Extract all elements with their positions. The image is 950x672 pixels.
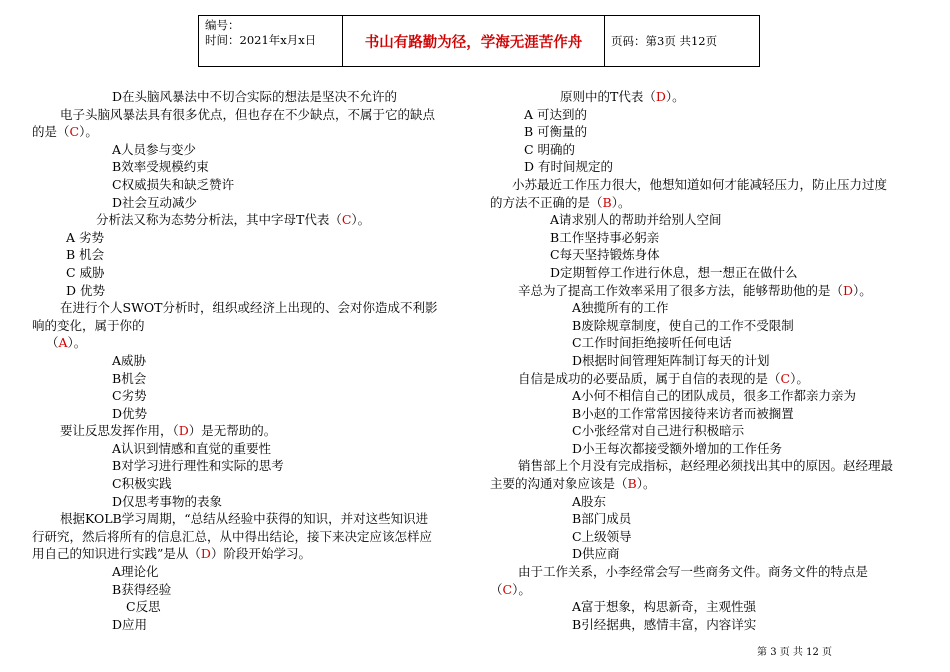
answer-option xyxy=(572,299,920,317)
answer-option xyxy=(112,563,470,581)
text-segment: ）阶段开始学习。 xyxy=(210,546,311,562)
option-text: 每天坚持锻炼身体 xyxy=(559,247,660,263)
header-page-info: 页码：第3页 共12页 xyxy=(611,34,718,48)
option-letter: D xyxy=(550,264,561,280)
option-letter: B xyxy=(572,511,582,527)
text-line xyxy=(66,282,470,300)
option-text: 劣势 xyxy=(121,388,147,404)
text-line xyxy=(524,158,920,176)
text-segment: C 威胁 xyxy=(66,264,105,280)
text-segment: ）是无帮助的。 xyxy=(188,423,277,439)
answer-option xyxy=(550,229,920,247)
answer-key: D xyxy=(843,282,854,298)
option-text: 股东 xyxy=(581,493,607,509)
answer-option xyxy=(112,158,470,176)
text-line xyxy=(524,106,920,124)
option-letter: B xyxy=(112,370,122,386)
text-segment: 小苏最近工作压力很大，他想知道如何才能减轻压力，防止压力过度 xyxy=(512,176,888,192)
option-letter: A xyxy=(572,493,582,509)
option-text: 富于想象，构思新奇，主观性强 xyxy=(581,599,757,615)
answer-option xyxy=(572,317,920,335)
answer-option xyxy=(572,545,920,563)
answer-option xyxy=(550,264,920,282)
text-line xyxy=(32,317,470,335)
option-text: 部门成员 xyxy=(581,511,632,527)
option-text: 应用 xyxy=(122,616,148,632)
option-letter: C xyxy=(550,247,560,263)
text-segment: 电子头脑风暴法具有很多优点，但也存在不少缺点，不属于它的缺点 xyxy=(60,106,436,122)
text-segment: 的是（ xyxy=(32,124,70,140)
answer-option xyxy=(112,616,470,634)
text-segment: ）。 xyxy=(853,282,872,298)
text-segment: ）。 xyxy=(67,335,87,351)
text-line xyxy=(46,334,470,352)
text-segment: ）。 xyxy=(611,194,631,210)
text-segment: （ xyxy=(46,335,59,351)
answer-option xyxy=(112,440,470,458)
answer-option xyxy=(112,370,470,388)
answer-option xyxy=(572,387,920,405)
answer-key: C xyxy=(341,212,352,228)
answer-option xyxy=(112,194,470,212)
text-segment: 自信是成功的必要品质，属于自信的表现的是（ xyxy=(518,370,781,386)
option-text: 独揽所有的工作 xyxy=(581,300,669,316)
answer-option xyxy=(572,598,920,616)
text-segment: 行研究，然后将所有的信息汇总，从中得出结论，接下来决定应该怎样应 xyxy=(32,528,433,544)
option-letter: B xyxy=(112,159,122,175)
text-segment: ）。 xyxy=(79,124,98,140)
text-line xyxy=(490,581,920,599)
answer-key: D xyxy=(178,423,189,439)
text-line xyxy=(518,563,920,581)
option-letter: C xyxy=(112,176,122,192)
option-letter: D xyxy=(112,89,123,104)
left-column xyxy=(32,88,470,633)
answer-option xyxy=(572,440,920,458)
text-segment: 分析法又称为态势分析法，其中字母T代表（ xyxy=(96,212,342,228)
page-header xyxy=(198,15,760,67)
text-line xyxy=(66,246,470,264)
text-segment: ）。 xyxy=(351,212,371,228)
text-segment: 根据KOLB学习周期，“总结从经验中获得的知识，并对这些知识进 xyxy=(60,511,429,527)
answer-option xyxy=(112,176,470,194)
option-letter: D xyxy=(112,616,123,632)
answer-key: C xyxy=(502,581,513,597)
text-line xyxy=(490,475,920,493)
text-line xyxy=(524,141,920,159)
option-text: 小张经常对自己进行积极暗示 xyxy=(581,423,745,439)
answer-option xyxy=(112,493,470,511)
option-letter: D xyxy=(112,493,123,509)
option-letter: B xyxy=(572,405,582,421)
answer-option xyxy=(126,598,470,616)
option-text: 引经据典，感情丰富，内容详实 xyxy=(581,616,757,632)
answer-key: C xyxy=(780,370,791,386)
option-letter: A xyxy=(112,564,122,580)
option-text: 小赵的工作常常因接待来访者而被搁置 xyxy=(581,405,794,421)
option-letter: A xyxy=(572,388,582,404)
text-segment: D 优势 xyxy=(66,282,105,298)
option-letter: D xyxy=(112,405,123,421)
option-letter: A xyxy=(572,599,582,615)
text-line xyxy=(32,545,470,563)
option-letter: C xyxy=(572,423,582,439)
option-text: 工作坚持事必躬亲 xyxy=(559,229,660,245)
option-letter: B xyxy=(572,317,582,333)
option-letter: C xyxy=(572,335,582,351)
answer-key: B xyxy=(627,476,637,492)
option-letter: D xyxy=(572,440,583,456)
option-text: 社会互动减少 xyxy=(122,194,198,210)
text-line xyxy=(60,510,470,528)
option-text: 机会 xyxy=(121,370,147,386)
text-segment: 销售部上个月没有完成指标，赵经理必须找出其中的原因。赵经理最 xyxy=(518,458,894,474)
text-segment: 要让反思发挥作用，（ xyxy=(60,423,179,439)
right-column xyxy=(490,88,920,633)
option-letter: A xyxy=(112,141,122,157)
text-segment: B 可衡量的 xyxy=(524,124,588,140)
text-segment: ）。 xyxy=(790,370,809,386)
text-segment: A 可达到的 xyxy=(524,106,588,122)
option-text: 获得经验 xyxy=(121,581,172,597)
option-text: 威胁 xyxy=(121,352,147,368)
text-line xyxy=(560,88,920,106)
text-segment: C 明确的 xyxy=(524,141,576,157)
text-segment: （ xyxy=(490,581,503,597)
header-meta xyxy=(199,16,343,66)
text-segment: 的方法不正确的是（ xyxy=(490,194,603,210)
answer-key: B xyxy=(602,194,612,210)
option-letter: B xyxy=(112,458,122,474)
text-line xyxy=(490,194,920,212)
text-line xyxy=(32,123,470,141)
option-letter: B xyxy=(572,616,582,632)
option-text: 根据时间管理矩阵制订每天的计划 xyxy=(582,352,770,368)
text-line xyxy=(96,211,470,229)
answer-option xyxy=(112,352,470,370)
option-text: 工作时间拒绝接听任何电话 xyxy=(581,335,732,351)
text-line xyxy=(66,229,470,247)
text-segment: 用自己的知识进行实践”是从（ xyxy=(32,546,201,562)
text-line xyxy=(518,282,920,300)
text-line xyxy=(60,106,470,124)
option-letter: C xyxy=(112,388,122,404)
answer-option xyxy=(112,475,470,493)
text-segment: ）。 xyxy=(512,581,531,597)
answer-option xyxy=(572,493,920,511)
option-letter: D xyxy=(572,546,583,562)
option-text: 小王每次都接受额外增加的工作任务 xyxy=(582,440,783,456)
option-text: 人员参与变少 xyxy=(121,141,197,157)
text-line xyxy=(60,422,470,440)
option-text: 废除规章制度，使自己的工作不受限制 xyxy=(581,317,794,333)
answer-option xyxy=(572,405,920,423)
text-segment: ）。 xyxy=(636,476,656,492)
answer-option xyxy=(112,457,470,475)
answer-option xyxy=(572,334,920,352)
option-text: 小何不相信自己的团队成员，很多工作都亲力亲为 xyxy=(581,388,857,404)
text-segment: 原则中的T代表（ xyxy=(560,89,656,104)
answer-key: C xyxy=(69,124,80,140)
option-text: 优势 xyxy=(122,405,148,421)
answer-option xyxy=(572,616,920,634)
option-text: 上级领导 xyxy=(581,528,632,544)
option-text: 反思 xyxy=(135,599,161,615)
answer-key: D xyxy=(200,546,211,562)
text-segment: 主要的沟通对象应该是（ xyxy=(490,476,628,492)
header-motto: 书山有路勤为径，学海无涯苦作舟 xyxy=(343,16,605,66)
answer-option xyxy=(550,246,920,264)
option-text: 仅思考事物的表象 xyxy=(122,493,223,509)
text-line xyxy=(32,528,470,546)
text-segment: 由于工作关系，小李经常会写一些商务文件。商务文件的特点是 xyxy=(518,564,869,580)
text-segment: 辛总为了提高工作效率采用了很多方法，能够帮助他的是（ xyxy=(518,282,844,298)
text-segment: A 劣势 xyxy=(66,229,105,245)
text-line xyxy=(60,299,470,317)
page-footer: 第 3 页 共 12 页 xyxy=(757,647,832,658)
answer-option xyxy=(550,211,920,229)
option-letter: B xyxy=(112,581,122,597)
option-text: 供应商 xyxy=(582,546,620,562)
option-letter: D xyxy=(112,194,123,210)
option-letter: C xyxy=(572,528,582,544)
text-segment: ）。 xyxy=(665,89,685,104)
text-segment: 在进行个人SWOT分析时，组织或经济上出现的、会对你造成不利影 xyxy=(60,300,438,316)
answer-option xyxy=(572,422,920,440)
option-letter: D xyxy=(572,352,583,368)
answer-key: A xyxy=(58,335,68,351)
option-text: 积极实践 xyxy=(121,476,172,492)
option-text: 在头脑风暴法中不切合实际的想法是坚决不允许的 xyxy=(122,89,398,104)
text-segment: 响的变化，属于你的 xyxy=(32,317,145,333)
option-letter: A xyxy=(550,212,560,228)
answer-option xyxy=(112,387,470,405)
option-text: 权威损失和缺乏赞许 xyxy=(121,176,235,192)
text-segment: D 有时间规定的 xyxy=(524,159,613,175)
text-line xyxy=(66,264,470,282)
text-line xyxy=(524,123,920,141)
option-text: 定期暂停工作进行休息，想一想正在做什么 xyxy=(560,264,798,280)
option-text: 请求别人的帮助并给别人空间 xyxy=(559,212,722,228)
text-line xyxy=(518,457,920,475)
option-text: 对学习进行理性和实际的思考 xyxy=(121,458,284,474)
text-segment: B 机会 xyxy=(66,247,105,263)
text-line xyxy=(512,176,920,194)
document-time-label: 时间：2021年x月x日 xyxy=(205,33,317,47)
text-line xyxy=(518,370,920,388)
option-letter: A xyxy=(572,300,582,316)
answer-option xyxy=(572,528,920,546)
option-text: 效率受规模约束 xyxy=(121,159,209,175)
answer-option xyxy=(112,405,470,423)
answer-option xyxy=(112,581,470,599)
option-text: 认识到情感和直觉的重要性 xyxy=(121,440,272,456)
answer-key: D xyxy=(655,89,666,104)
answer-option xyxy=(572,352,920,370)
answer-option xyxy=(112,141,470,159)
option-letter: C xyxy=(126,599,136,615)
option-letter: A xyxy=(112,352,122,368)
answer-option xyxy=(112,88,470,106)
answer-option xyxy=(572,510,920,528)
option-text: 理论化 xyxy=(121,564,159,580)
option-letter: C xyxy=(112,476,122,492)
document-number-label: 编号： xyxy=(205,18,240,32)
option-letter: A xyxy=(112,440,122,456)
option-letter: B xyxy=(550,229,560,245)
